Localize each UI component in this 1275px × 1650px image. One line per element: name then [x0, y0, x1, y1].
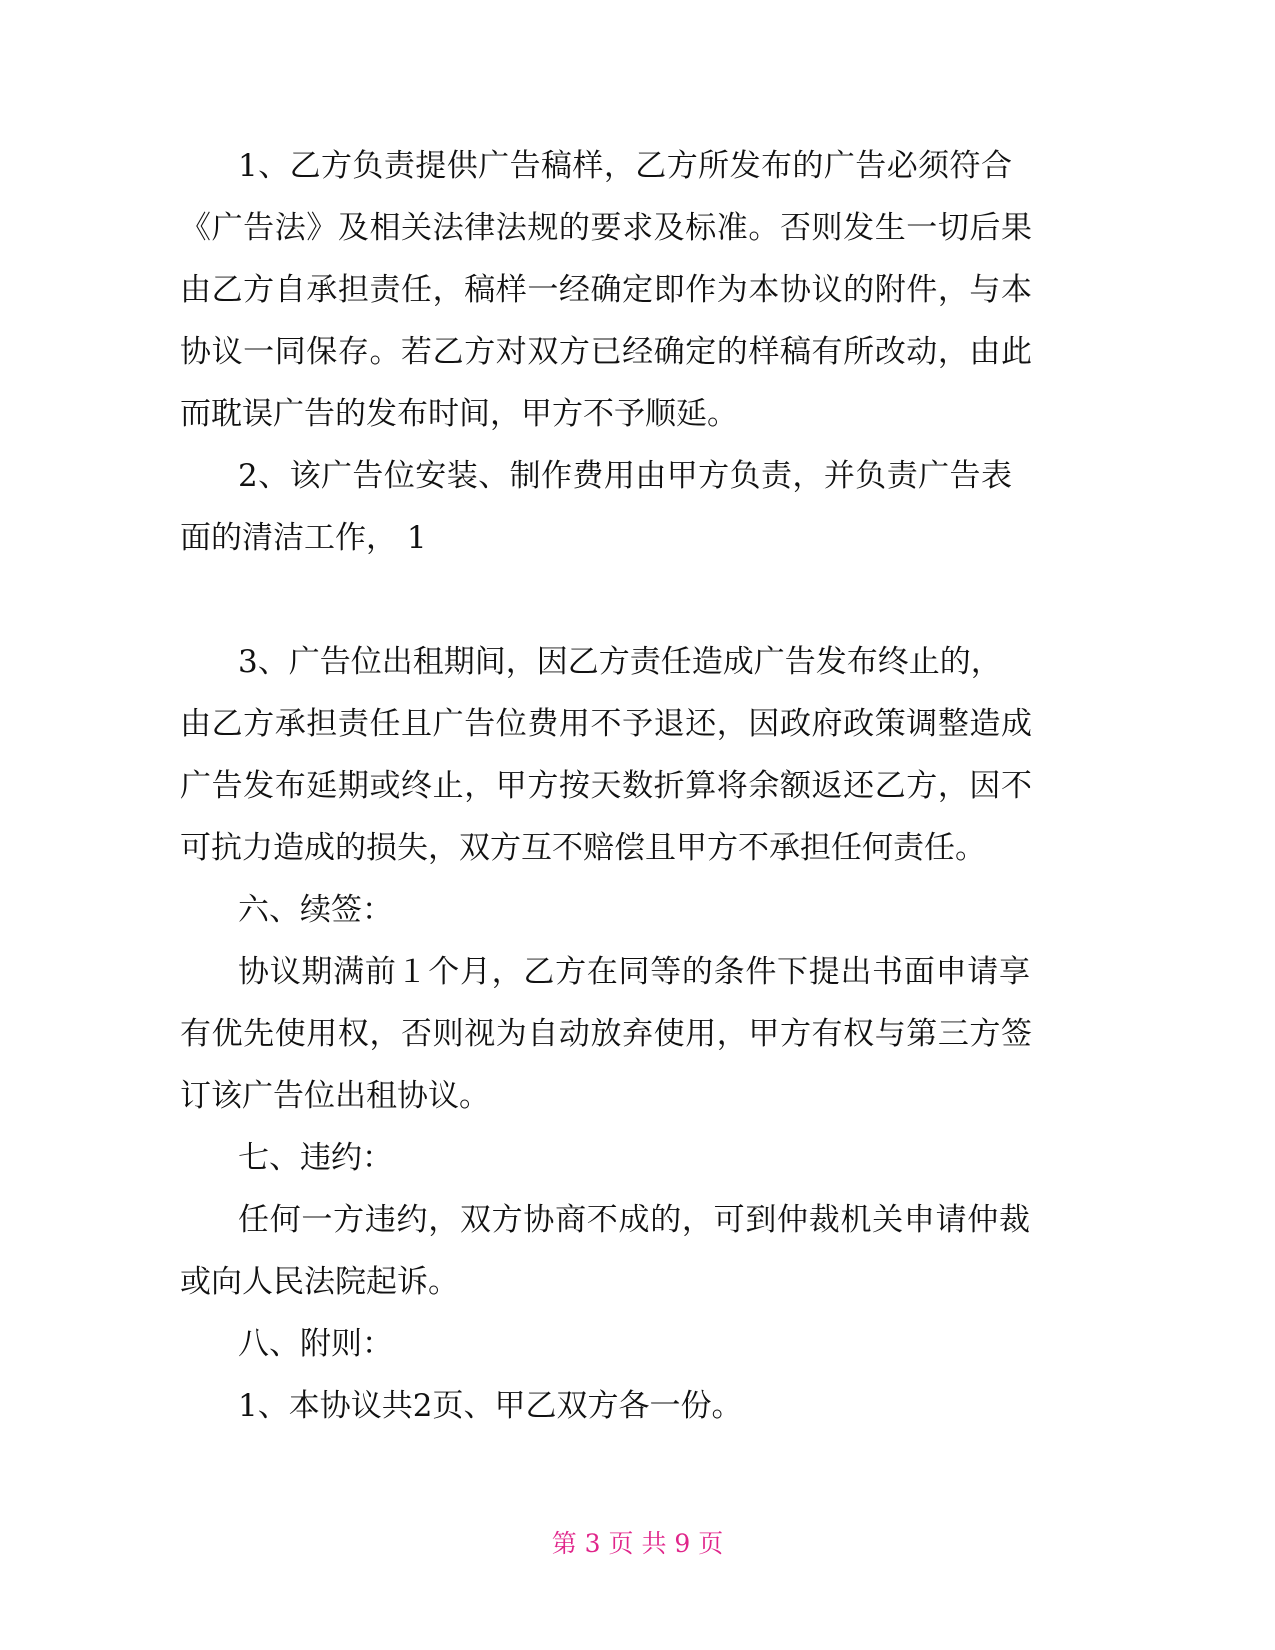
page-number-footer: 第 3 页 共 9 页 [551, 1529, 724, 1558]
supplementary-line-1: 1、本协议共2页、甲乙双方各一份。 [238, 1388, 743, 1424]
renewal-line-3: 订该广告位出租协议。 [180, 1078, 490, 1114]
section-heading-renewal: 六、续签： [238, 892, 393, 928]
breach-line-1: 任何一方违约，双方协商不成的，可到仲裁机关申请仲裁 [238, 1202, 1030, 1238]
renewal-line-1: 协议期满前１个月，乙方在同等的条件下提出书面申请享 [238, 954, 1030, 990]
clause-1-line-5: 而耽误广告的发布时间，甲方不予顺延。 [180, 396, 738, 432]
clause-3-line-1: 3、广告位出租期间，因乙方责任造成广告发布终止的， [238, 644, 1002, 680]
clause-3-line-3: 广告发布延期或终止，甲方按天数折算将余额返还乙方，因不 [180, 768, 1032, 804]
clause-1-line-2: 《广告法》及相关法律法规的要求及标准。否则发生一切后果 [180, 210, 1032, 246]
clause-1-line-1: 1、乙方负责提供广告稿样，乙方所发布的广告必须符合 [238, 148, 1012, 184]
clause-3-line-4: 可抗力造成的损失，双方互不赔偿且甲方不承担任何责任。 [180, 830, 986, 866]
clause-2-line-2: 面的清洁工作， 1 [180, 520, 427, 556]
section-heading-supplementary: 八、附则： [238, 1326, 393, 1362]
section-heading-breach: 七、违约： [238, 1140, 393, 1176]
renewal-line-2: 有优先使用权，否则视为自动放弃使用，甲方有权与第三方签 [180, 1016, 1032, 1052]
breach-line-2: 或向人民法院起诉。 [180, 1264, 459, 1300]
clause-2-line-1: 2、该广告位安装、制作费用由甲方负责，并负责广告表 [238, 458, 1012, 494]
clause-1-line-4: 协议一同保存。若乙方对双方已经确定的样稿有所改动，由此 [180, 334, 1032, 370]
clause-1-line-3: 由乙方自承担责任，稿样一经确定即作为本协议的附件，与本 [180, 272, 1032, 308]
clause-3-line-2: 由乙方承担责任且广告位费用不予退还，因政府政策调整造成 [180, 706, 1032, 742]
